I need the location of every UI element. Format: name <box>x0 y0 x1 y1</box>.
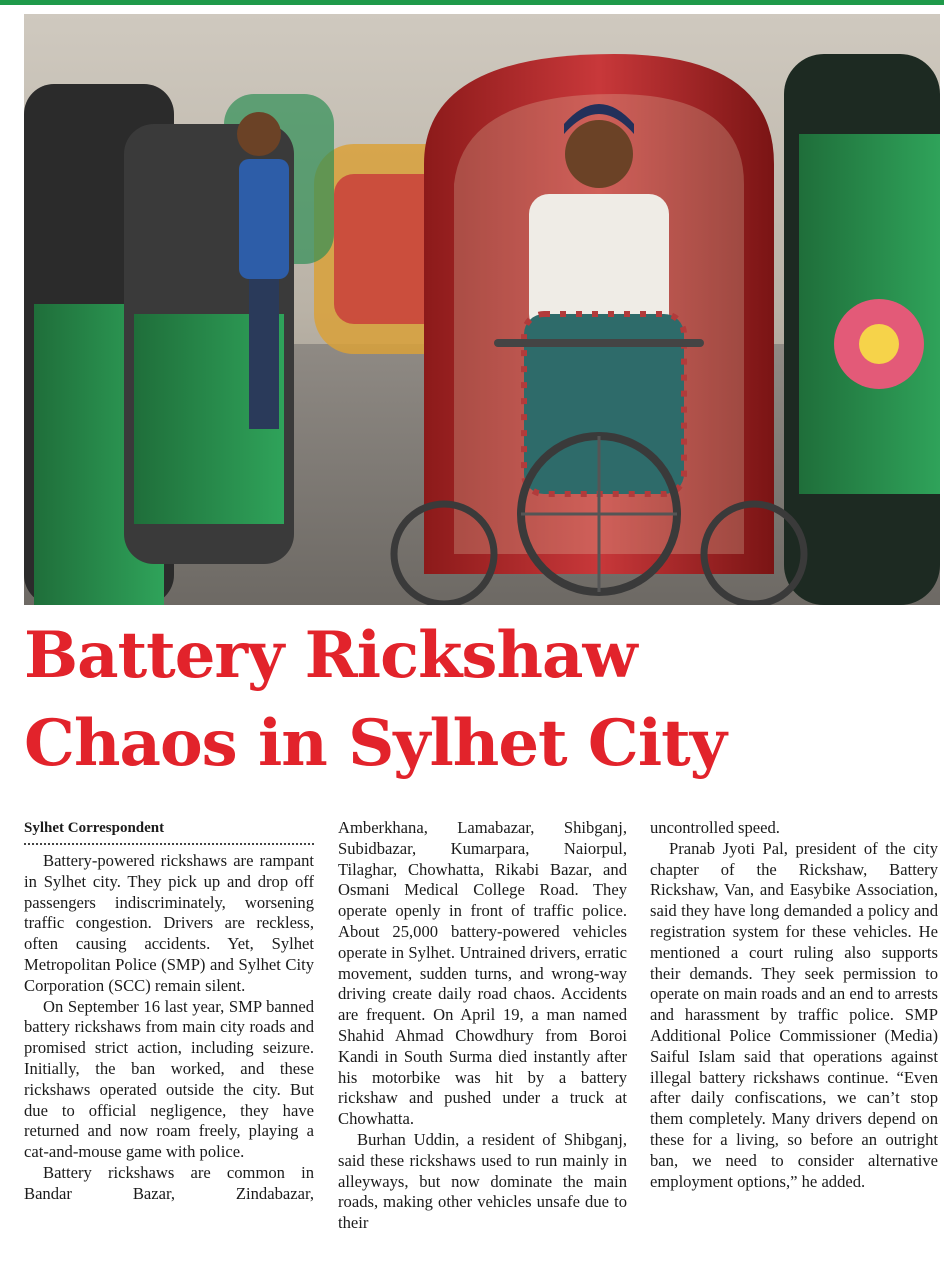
paragraph: Battery rickshaws are common in Bandar Bazar, Zindabazar, <box>24 1162 314 1203</box>
paragraph: Amberkhana, Lamabazar, Shibganj, Subidbazar, Kumarpara, Naiorpul, Tilaghar, Chowhatta, Rikabi Bazar, and Osmani Medical College Road. They operate openly in front of traffic police. About 25,000 battery-powered vehicles operate in Sylhet. Untrained drivers, erratic movement, sudden turns, and wrong-way driving create daily road chaos. Accidents are frequent. On April 19, a man named Shahid Ahmad Chowdhury from Boroi Kandi in South Surma died instantly after his motorbike was hit by a battery rickshaw and pushed under a truck at Chowhatta. <box>338 818 627 1129</box>
byline: Sylhet Correspondent <box>24 818 314 845</box>
article-photo <box>24 14 940 605</box>
rickshaw-street-photo <box>24 14 940 605</box>
headline-line-2: Chaos in Sylhet City <box>24 706 726 781</box>
paragraph: Battery-powered rickshaws are rampant in Sylhet city. They pick up and drop off passengers indiscriminately, worsening traffic congestion. Drivers are reckless, often causing accidents. Yet, Sylhet Metropolitan Police (SMP) and Sylhet City Corporation (SCC) remain silent. <box>24 851 314 995</box>
paragraph: On September 16 last year, SMP banned battery rickshaws from main city roads and promised strict action, including seizure. Initially, the ban worked, and these rickshaws operated outside the city. But due to official negligence, they have returned and now roam freely, playing a cat-and-mouse game with police. <box>24 996 314 1162</box>
top-accent-rule <box>0 0 944 5</box>
paragraph: uncontrolled speed. <box>650 818 780 837</box>
paragraph: Burhan Uddin, a resident of Shibganj, said these rickshaws used to run mainly in alleyways, but now dominate the main roads, making other vehicles unsafe due to their <box>338 1129 627 1233</box>
paragraph: Pranab Jyoti Pal, president of the city chapter of the Rickshaw, Battery Rickshaw, Van, and Easybike Association, said they have long demanded a policy and registration system for these vehicles. He mentioned a court ruling also supports their demands. They seek permission to operate on main roads and an end to arrests and harassment by traffic police. SMP Additional Police Commissioner (Media) Saiful Islam said that operations against illegal battery rickshaws continue. “Even after daily confiscations, we can’t stop them completely. Many drivers depend on these for a living, so before an outright ban, we need to consider alternative employment options,” he added. <box>650 838 938 1191</box>
article-column-1 <box>24 818 314 1205</box>
headline-line-1: Battery Rickshaw <box>24 618 637 693</box>
article-column-2 <box>338 818 627 1234</box>
article-column-3 <box>650 818 938 1192</box>
article-headline <box>24 612 940 788</box>
